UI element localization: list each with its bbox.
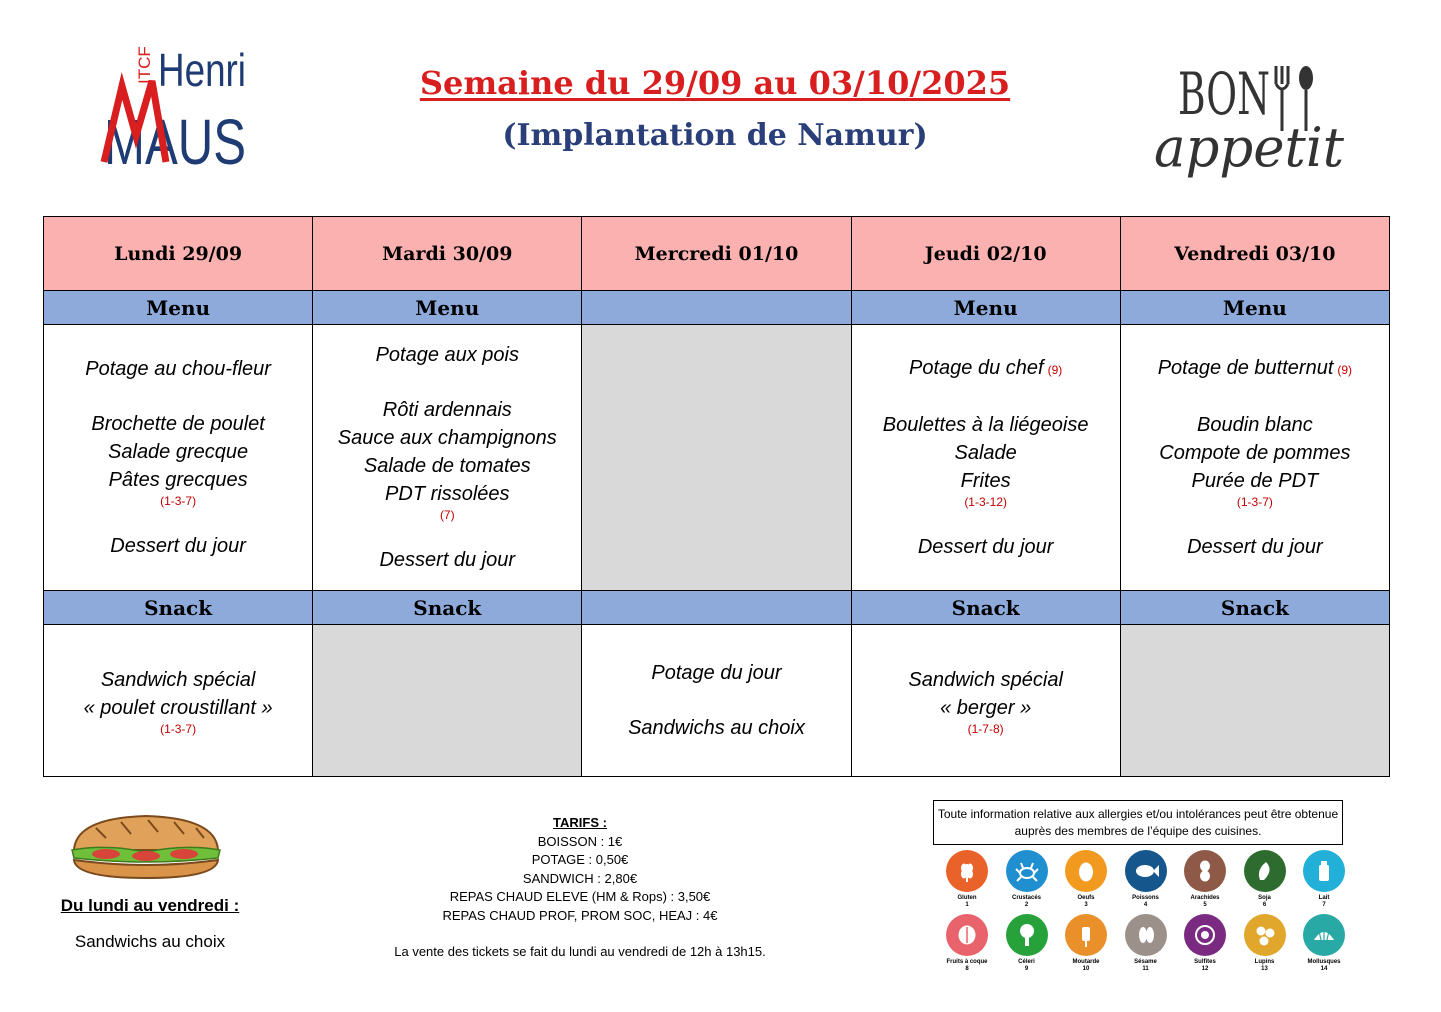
wheat-icon — [946, 850, 988, 892]
allergen-name: Crustacés — [1011, 895, 1041, 901]
henri-maus-logo — [100, 26, 250, 178]
soup: Potage au chou-fleur — [85, 358, 271, 380]
logo-henri: Henri — [158, 44, 246, 96]
snack-cell-mardi-empty — [313, 625, 582, 777]
allergen-label — [1235, 895, 1295, 909]
allergen-11 — [1116, 914, 1176, 973]
day-header: Vendredi 03/10 — [1120, 217, 1389, 291]
celery-icon — [1006, 914, 1048, 956]
day-header: Mardi 30/09 — [313, 217, 582, 291]
tarif-line: REPAS CHAUD ELEVE (HM & Rops) : 3,50€ — [449, 889, 711, 904]
logo-appetit: appetit — [1154, 116, 1345, 179]
allergen-label — [1294, 959, 1354, 973]
allergen-name: Arachides — [1190, 895, 1220, 901]
tarif-line: REPAS CHAUD PROF, PROM SOC, HEAJ : 4€ — [442, 907, 718, 923]
page-title: Semaine du 29/09 au 03/10/2025 — [419, 64, 1011, 102]
allergen-number: 7 — [1322, 902, 1326, 908]
days-row — [44, 217, 1390, 291]
weekly-menu-table — [43, 216, 1390, 777]
allergen-number: 12 — [1201, 966, 1209, 972]
allergen-name: Oeufs — [1077, 895, 1095, 901]
side-dish: Salade de tomates — [363, 455, 531, 477]
allergen-number: 5 — [1203, 902, 1207, 908]
snack-line: Sandwich spécial — [908, 668, 1063, 691]
side-dish: Frites — [960, 470, 1011, 492]
menu-label: Menu — [313, 291, 582, 325]
day-header: Lundi 29/09 — [44, 217, 313, 291]
main-dish: Rôti ardennais — [382, 399, 512, 421]
allergen-label — [997, 895, 1057, 909]
tarifs-title: TARIFS : — [553, 815, 607, 830]
allergen-name: Lait — [1318, 895, 1330, 901]
shell-icon — [1303, 914, 1345, 956]
snack-row — [44, 625, 1390, 777]
allergen-label — [1056, 959, 1116, 973]
egg-icon — [1065, 850, 1107, 892]
allergen-number: 10 — [1082, 966, 1090, 972]
allergen-label — [1056, 895, 1116, 909]
allergen-7 — [1294, 850, 1354, 909]
allergen-9 — [997, 914, 1057, 973]
allergen-name: Mollusques — [1307, 959, 1341, 965]
allergen-codes: (1-3-12) — [964, 495, 1007, 509]
allergen-number: 6 — [1262, 902, 1267, 908]
main-dish: Brochette de poulet — [91, 413, 265, 435]
allergen-codes: (1-3-7) — [160, 494, 197, 508]
sandwich-illustration — [66, 808, 226, 883]
snack-label-row — [44, 591, 1390, 625]
tarif-line: SANDWICH : 2,80€ — [522, 870, 638, 886]
snack-cell-mercredi — [582, 625, 851, 777]
snack-label: Snack — [44, 591, 313, 625]
milk-icon — [1303, 850, 1345, 892]
allergen-label — [1175, 895, 1235, 909]
ticket-sale-info: La vente des tickets se fait du lundi au vendredi de 12h à 13h15. — [394, 944, 766, 959]
crab-icon — [1006, 850, 1048, 892]
soy-icon — [1244, 850, 1286, 892]
allergen-name: Lupins — [1254, 959, 1275, 965]
menu-label-row — [44, 291, 1390, 325]
allergen-2 — [997, 850, 1057, 909]
allergen-number: 1 — [965, 902, 969, 908]
allergen-number: 8 — [965, 966, 969, 972]
menu-label: Menu — [44, 291, 313, 325]
allergen-number: 14 — [1320, 966, 1328, 972]
menu-cell-lundi — [44, 325, 313, 591]
allergen-label — [1175, 959, 1235, 973]
logo-itcf: ITCF — [135, 46, 154, 84]
side-dish: PDT rissolées — [385, 483, 510, 505]
allergen-number: 3 — [1084, 902, 1088, 908]
menu-cell-vendredi — [1120, 325, 1389, 591]
allergen-number: 11 — [1142, 966, 1149, 972]
allergen-label — [1116, 959, 1176, 973]
soup: Potage de butternut (9) — [1157, 357, 1353, 379]
side-dish: Salade — [954, 442, 1017, 464]
allergen-label — [937, 959, 997, 973]
snack-line: Potage du jour — [651, 662, 782, 684]
allergen-3 — [1056, 850, 1116, 909]
snack-line: Sandwichs au choix — [628, 717, 805, 739]
side-dish: Purée de PDT — [1191, 470, 1319, 492]
menu-label-empty — [582, 291, 851, 325]
allergen-number: 9 — [1024, 966, 1029, 972]
weekdays-text: Sandwichs au choix — [74, 932, 226, 951]
main-dish: Boulettes à la liégeoise — [882, 414, 1089, 436]
sulfite-icon — [1184, 914, 1226, 956]
snack-cell-vendredi-empty — [1120, 625, 1389, 777]
snack-line: « berger » — [940, 696, 1032, 719]
allergen-codes: (1-3-7) — [1236, 495, 1273, 509]
sesame-icon — [1125, 914, 1167, 956]
bon-appetit-logo — [1148, 36, 1348, 191]
allergen-label — [937, 895, 997, 909]
allergen-name: Sésame — [1134, 959, 1157, 965]
main-dish: Boudin blanc — [1197, 414, 1313, 436]
snack-cell-lundi — [44, 625, 313, 777]
tarif-line: BOISSON : 1€ — [537, 833, 623, 849]
allergen-label — [1235, 959, 1295, 973]
soup: Potage aux pois — [375, 344, 519, 366]
dessert: Dessert du jour — [110, 535, 246, 557]
dessert: Dessert du jour — [379, 549, 516, 571]
soup: Potage du chef (9) — [909, 357, 1063, 379]
menu-label: Menu — [1120, 291, 1389, 325]
side-dish: Compote de pommes — [1159, 442, 1351, 464]
nut-icon — [946, 914, 988, 956]
snack-label: Snack — [313, 591, 582, 625]
allergen-name: Soja — [1258, 895, 1271, 901]
allergen-name: Poissons — [1132, 895, 1159, 901]
snack-label-empty — [582, 591, 851, 625]
side-dish: Pâtes grecques — [108, 469, 248, 491]
menu-cell-mardi — [313, 325, 582, 591]
allergen-label — [1116, 895, 1176, 909]
dessert: Dessert du jour — [917, 536, 1054, 558]
logo-bon: BON — [1178, 60, 1270, 128]
allergen-8 — [937, 914, 997, 973]
logo-maus: MAUS — [104, 106, 246, 178]
menu-label: Menu — [851, 291, 1120, 325]
snack-label: Snack — [851, 591, 1120, 625]
snack-label: Snack — [1120, 591, 1389, 625]
allergen-name: Moutarde — [1072, 959, 1100, 965]
allergen-label — [1294, 895, 1354, 909]
allergy-info-box: Toute information relative aux allergies et/ou intolérances peut être obtenue auprès des membres de l’équipe des cuisines. — [933, 800, 1343, 845]
menu-cell-mercredi-empty — [582, 325, 851, 591]
side-dish: Salade grecque — [108, 441, 249, 463]
allergen-number: 4 — [1143, 902, 1148, 908]
allergen-12 — [1175, 914, 1235, 973]
allergen-name: Sulfites — [1194, 959, 1216, 965]
menu-cell-jeudi — [851, 325, 1120, 591]
allergen-10 — [1056, 914, 1116, 973]
fish-icon — [1125, 850, 1167, 892]
menu-row — [44, 325, 1390, 591]
day-header: Mercredi 01/10 — [582, 217, 851, 291]
weekdays-title: Du lundi au vendredi : — [60, 896, 240, 915]
allergen-name: Céleri — [1018, 959, 1035, 965]
day-header: Jeudi 02/10 — [851, 217, 1120, 291]
tarif-line: POTAGE : 0,50€ — [531, 852, 629, 867]
tarifs-block — [380, 814, 780, 962]
dessert: Dessert du jour — [1187, 536, 1323, 558]
allergen-codes: (7) — [439, 508, 455, 522]
soup-allergens: (9) — [1047, 363, 1063, 377]
mustard-icon — [1065, 914, 1107, 956]
snack-line: « poulet croustillant » — [83, 696, 273, 719]
allergen-name: Fruits à coque — [946, 959, 988, 965]
allergen-4 — [1116, 850, 1176, 909]
allergen-number: 13 — [1261, 966, 1268, 972]
snack-line: Sandwich spécial — [100, 668, 256, 691]
side-dish: Sauce aux champignons — [337, 427, 557, 449]
allergen-name: Gluten — [957, 895, 977, 901]
allergen-5 — [1175, 850, 1235, 909]
allergen-codes: (1-7-8) — [967, 721, 1004, 736]
soup-allergens: (9) — [1337, 363, 1353, 377]
lupin-icon — [1244, 914, 1286, 956]
allergen-1 — [937, 850, 997, 909]
allergen-label — [997, 959, 1057, 973]
page-subtitle: (Implantation de Namur) — [502, 118, 928, 153]
snack-cell-jeudi — [851, 625, 1120, 777]
allergen-14 — [1294, 914, 1354, 973]
allergen-number: 2 — [1024, 902, 1029, 908]
allergen-codes: (1-3-7) — [160, 721, 197, 736]
peanut-icon — [1184, 850, 1226, 892]
allergen-13 — [1235, 914, 1295, 973]
allergen-6 — [1235, 850, 1295, 909]
